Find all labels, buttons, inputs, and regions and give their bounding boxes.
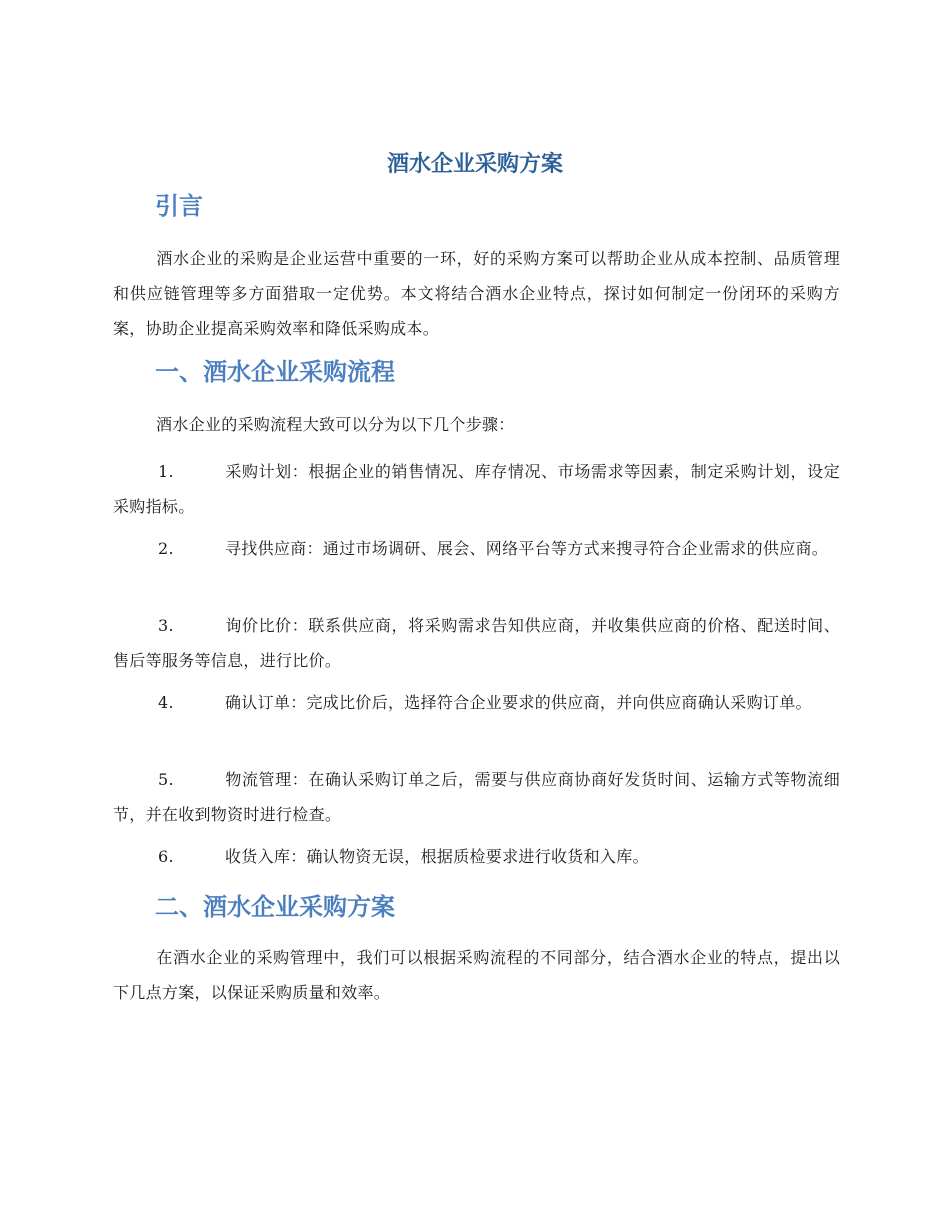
step-4: [113, 685, 840, 720]
step-text: 采购计划：根据企业的销售情况、库存情况、市场需求等因素，制定采购计划，设定采购指标。: [113, 462, 840, 516]
document-title: 酒水企业采购方案: [386, 152, 563, 177]
step-text: 确认订单：完成比价后，选择符合企业要求的供应商，并向供应商确认采购订单。: [225, 693, 812, 712]
step-text: 询价比价：联系供应商，将采购需求告知供应商，并收集供应商的价格、配送时间、售后等服务等信息，进行比价。: [113, 616, 840, 670]
section1-lead: [113, 407, 840, 442]
section2-paragraph-text: 在酒水企业的采购管理中，我们可以根据采购流程的不同部分，结合酒水企业的特点，提出以下几点方案，以保证采购质量和效率。: [113, 948, 840, 1002]
step-2: [113, 531, 840, 566]
step-text: 寻找供应商：通过市场调研、展会、网络平台等方式来搜寻符合企业需求的供应商。: [225, 539, 829, 558]
intro-heading: 引言: [155, 192, 203, 220]
step-number: 2.: [158, 539, 174, 558]
section2-heading: 二、酒水企业采购方案: [155, 893, 395, 921]
step-number: 3.: [158, 616, 174, 635]
step-3: [113, 608, 840, 678]
section1-heading: 一、酒水企业采购流程: [155, 358, 395, 386]
step-6: [113, 839, 840, 874]
step-text: 收货入库：确认物资无误，根据质检要求进行收货和入库。: [225, 847, 649, 866]
intro-paragraph-text: 酒水企业的采购是企业运营中重要的一环，好的采购方案可以帮助企业从成本控制、品质管理和供应链管理等多方面猎取一定优势。本文将结合酒水企业特点，探讨如何制定一份闭环的采购方案，协助企业提高采购效率和降低采购成本。: [113, 249, 840, 338]
intro-paragraph: [113, 241, 840, 346]
step-1: [113, 454, 840, 524]
step-text: 物流管理：在确认采购订单之后，需要与供应商协商好发货时间、运输方式等物流细节，并在收到物资时进行检查。: [113, 770, 840, 824]
step-number: 6.: [158, 847, 174, 866]
step-number: 1.: [158, 462, 174, 481]
section1-lead-text: 酒水企业的采购流程大致可以分为以下几个步骤：: [156, 415, 515, 434]
step-number: 4.: [158, 693, 174, 712]
step-number: 5.: [158, 770, 174, 789]
section2-paragraph: [113, 940, 840, 1010]
step-5: [113, 762, 840, 832]
